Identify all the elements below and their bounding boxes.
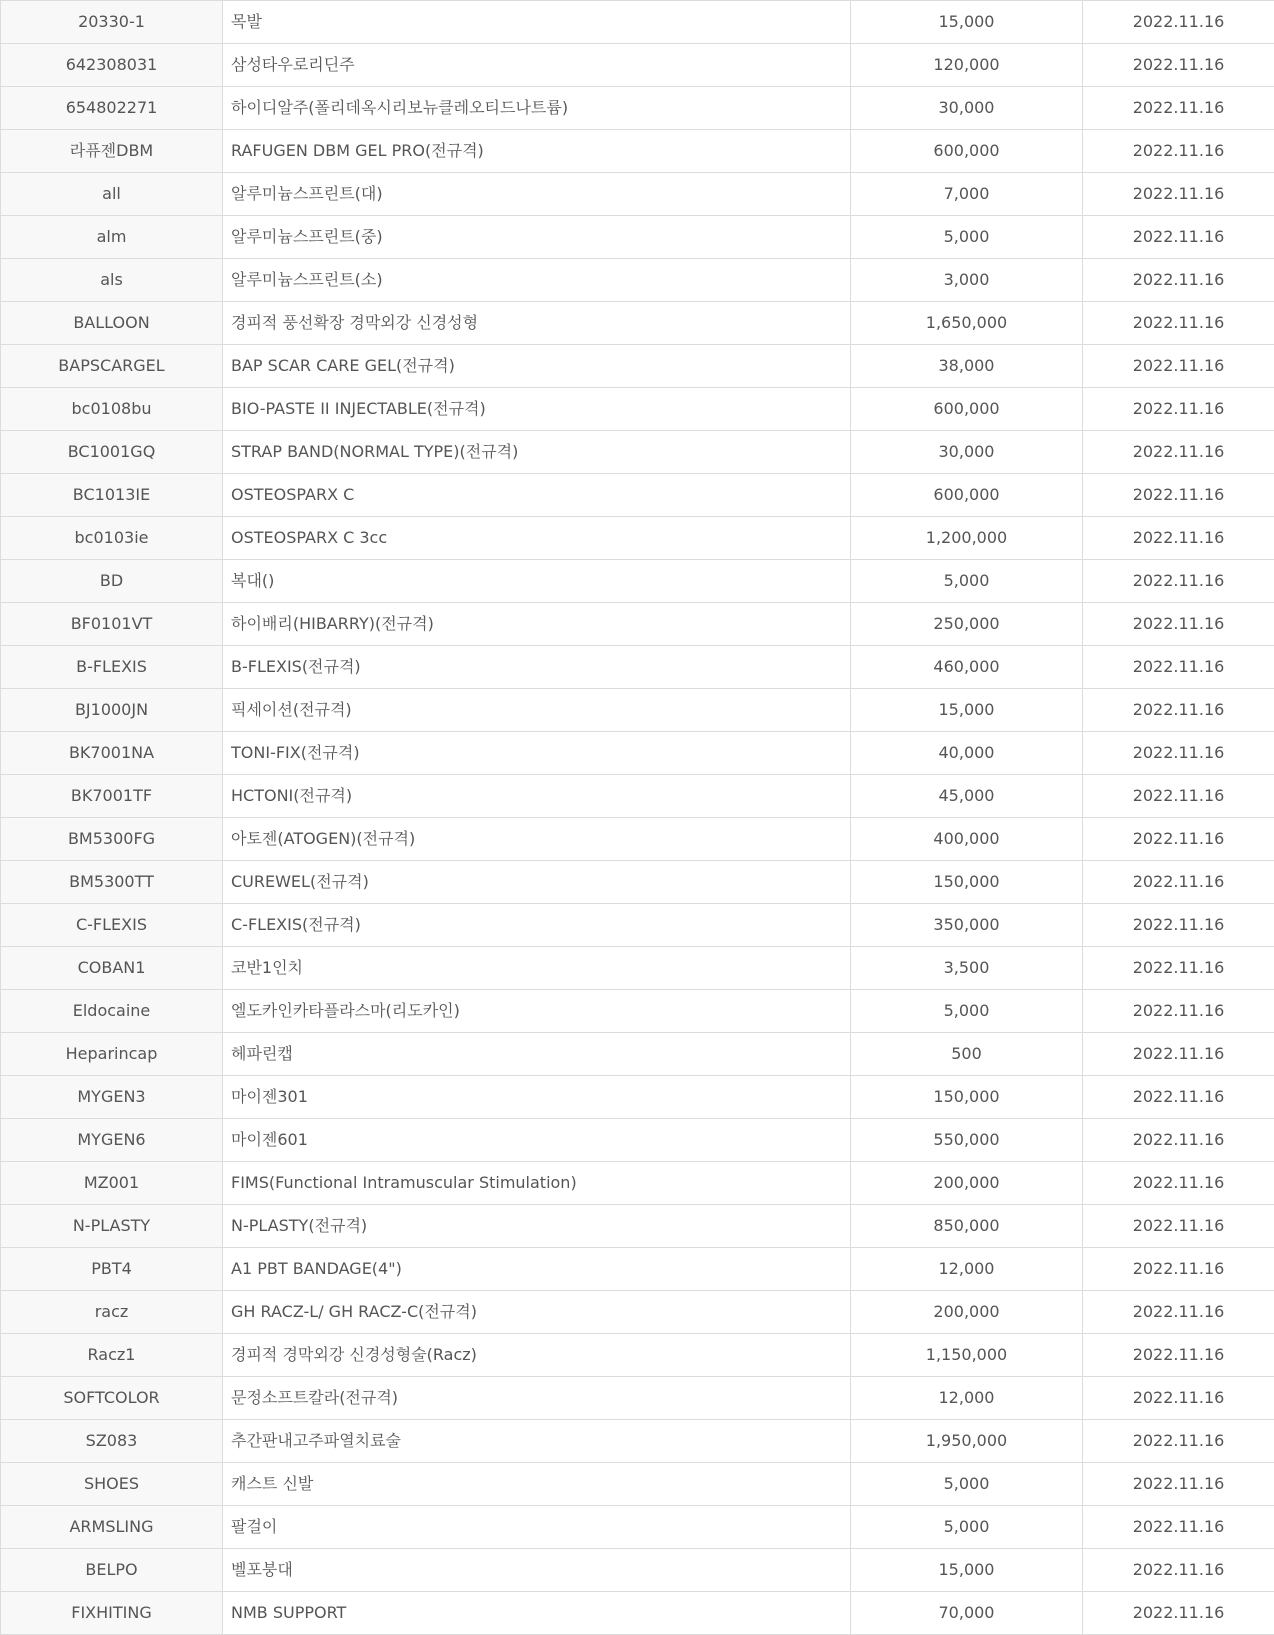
item-code-cell: B-FLEXIS: [1, 646, 223, 689]
table-row: [1, 1291, 1274, 1334]
item-name-cell: 알루미늄스프린트(소): [223, 259, 851, 302]
item-price-cell: 200,000: [851, 1162, 1083, 1205]
table-row: [1, 1463, 1274, 1506]
item-date-cell: 2022.11.16: [1083, 1248, 1274, 1291]
item-code-cell: BF0101VT: [1, 603, 223, 646]
item-code-cell: ARMSLING: [1, 1506, 223, 1549]
item-date-cell: 2022.11.16: [1083, 1463, 1274, 1506]
item-date-cell: 2022.11.16: [1083, 1162, 1274, 1205]
table-row: [1, 1506, 1274, 1549]
table-row: [1, 173, 1274, 216]
item-name-cell: 복대(): [223, 560, 851, 603]
item-name-cell: 추간판내고주파열치료술: [223, 1420, 851, 1463]
item-name-cell: 경피적 경막외강 신경성형술(Racz): [223, 1334, 851, 1377]
item-code-cell: BD: [1, 560, 223, 603]
item-date-cell: 2022.11.16: [1083, 990, 1274, 1033]
table-row: [1, 474, 1274, 517]
item-name-cell: 문정소프트칼라(전규격): [223, 1377, 851, 1420]
item-name-cell: B-FLEXIS(전규격): [223, 646, 851, 689]
item-date-cell: 2022.11.16: [1083, 302, 1274, 345]
table-row: [1, 560, 1274, 603]
item-price-cell: 600,000: [851, 130, 1083, 173]
table-row: [1, 87, 1274, 130]
item-date-cell: 2022.11.16: [1083, 345, 1274, 388]
item-date-cell: 2022.11.16: [1083, 1076, 1274, 1119]
item-name-cell: 목발: [223, 1, 851, 44]
item-price-cell: 5,000: [851, 990, 1083, 1033]
table-row: [1, 1119, 1274, 1162]
item-name-cell: 삼성타우로리딘주: [223, 44, 851, 87]
item-name-cell: 벨포붕대: [223, 1549, 851, 1592]
item-code-cell: alm: [1, 216, 223, 259]
table-row: [1, 1248, 1274, 1291]
item-code-cell: bc0108bu: [1, 388, 223, 431]
table-row: [1, 1076, 1274, 1119]
item-code-cell: MYGEN6: [1, 1119, 223, 1162]
item-code-cell: 20330-1: [1, 1, 223, 44]
item-price-cell: 3,500: [851, 947, 1083, 990]
item-price-cell: 1,200,000: [851, 517, 1083, 560]
table-row: [1, 1162, 1274, 1205]
table-row: [1, 732, 1274, 775]
table-row: [1, 1377, 1274, 1420]
item-code-cell: MZ001: [1, 1162, 223, 1205]
item-date-cell: 2022.11.16: [1083, 259, 1274, 302]
item-price-cell: 200,000: [851, 1291, 1083, 1334]
item-price-cell: 12,000: [851, 1248, 1083, 1291]
item-name-cell: GH RACZ-L/ GH RACZ-C(전규격): [223, 1291, 851, 1334]
item-name-cell: 하이배리(HIBARRY)(전규격): [223, 603, 851, 646]
item-name-cell: 알루미늄스프린트(중): [223, 216, 851, 259]
item-name-cell: BIO-PASTE II INJECTABLE(전규격): [223, 388, 851, 431]
item-price-cell: 3,000: [851, 259, 1083, 302]
item-date-cell: 2022.11.16: [1083, 44, 1274, 87]
item-code-cell: BC1001GQ: [1, 431, 223, 474]
item-code-cell: SHOES: [1, 1463, 223, 1506]
item-code-cell: BAPSCARGEL: [1, 345, 223, 388]
item-name-cell: STRAP BAND(NORMAL TYPE)(전규격): [223, 431, 851, 474]
table-row: [1, 44, 1274, 87]
item-date-cell: 2022.11.16: [1083, 603, 1274, 646]
table-row: [1, 345, 1274, 388]
item-name-cell: 아토젠(ATOGEN)(전규격): [223, 818, 851, 861]
item-code-cell: N-PLASTY: [1, 1205, 223, 1248]
table-row: [1, 1205, 1274, 1248]
item-code-cell: FIXHITING: [1, 1592, 223, 1635]
item-date-cell: 2022.11.16: [1083, 1420, 1274, 1463]
item-code-cell: SOFTCOLOR: [1, 1377, 223, 1420]
item-date-cell: 2022.11.16: [1083, 1506, 1274, 1549]
item-code-cell: Heparincap: [1, 1033, 223, 1076]
item-price-cell: 600,000: [851, 474, 1083, 517]
item-name-cell: A1 PBT BANDAGE(4"): [223, 1248, 851, 1291]
item-code-cell: BALLOON: [1, 302, 223, 345]
item-date-cell: 2022.11.16: [1083, 1592, 1274, 1635]
item-price-cell: 150,000: [851, 1076, 1083, 1119]
item-date-cell: 2022.11.16: [1083, 904, 1274, 947]
item-name-cell: 팔걸이: [223, 1506, 851, 1549]
table-row: [1, 216, 1274, 259]
table-row: [1, 388, 1274, 431]
item-date-cell: 2022.11.16: [1083, 732, 1274, 775]
item-price-cell: 5,000: [851, 216, 1083, 259]
item-date-cell: 2022.11.16: [1083, 1291, 1274, 1334]
item-price-cell: 45,000: [851, 775, 1083, 818]
item-code-cell: BK7001NA: [1, 732, 223, 775]
item-name-cell: TONI-FIX(전규격): [223, 732, 851, 775]
item-date-cell: 2022.11.16: [1083, 1033, 1274, 1076]
item-price-cell: 1,650,000: [851, 302, 1083, 345]
item-date-cell: 2022.11.16: [1083, 1334, 1274, 1377]
item-name-cell: CUREWEL(전규격): [223, 861, 851, 904]
item-date-cell: 2022.11.16: [1083, 173, 1274, 216]
item-name-cell: C-FLEXIS(전규격): [223, 904, 851, 947]
item-code-cell: racz: [1, 1291, 223, 1334]
item-price-cell: 250,000: [851, 603, 1083, 646]
table-row: [1, 689, 1274, 732]
item-name-cell: BAP SCAR CARE GEL(전규격): [223, 345, 851, 388]
item-date-cell: 2022.11.16: [1083, 1549, 1274, 1592]
table-row: [1, 302, 1274, 345]
item-price-cell: 15,000: [851, 1, 1083, 44]
item-date-cell: 2022.11.16: [1083, 130, 1274, 173]
item-name-cell: 엘도카인카타플라스마(리도카인): [223, 990, 851, 1033]
table-row: [1, 947, 1274, 990]
item-name-cell: OSTEOSPARX C: [223, 474, 851, 517]
item-price-cell: 350,000: [851, 904, 1083, 947]
item-name-cell: FIMS(Functional Intramuscular Stimulation): [223, 1162, 851, 1205]
item-code-cell: BM5300FG: [1, 818, 223, 861]
item-code-cell: COBAN1: [1, 947, 223, 990]
item-code-cell: BK7001TF: [1, 775, 223, 818]
item-price-cell: 600,000: [851, 388, 1083, 431]
item-price-cell: 850,000: [851, 1205, 1083, 1248]
price-table-body: [1, 1, 1274, 1635]
item-price-cell: 70,000: [851, 1592, 1083, 1635]
item-price-cell: 30,000: [851, 87, 1083, 130]
item-name-cell: OSTEOSPARX C 3cc: [223, 517, 851, 560]
table-row: [1, 517, 1274, 560]
item-price-cell: 30,000: [851, 431, 1083, 474]
item-name-cell: 헤파린캡: [223, 1033, 851, 1076]
item-date-cell: 2022.11.16: [1083, 431, 1274, 474]
table-row: [1, 130, 1274, 173]
item-code-cell: 654802271: [1, 87, 223, 130]
item-date-cell: 2022.11.16: [1083, 1205, 1274, 1248]
table-row: [1, 431, 1274, 474]
item-code-cell: Eldocaine: [1, 990, 223, 1033]
item-code-cell: all: [1, 173, 223, 216]
item-name-cell: 픽세이션(전규격): [223, 689, 851, 732]
item-name-cell: N-PLASTY(전규격): [223, 1205, 851, 1248]
item-code-cell: BJ1000JN: [1, 689, 223, 732]
item-date-cell: 2022.11.16: [1083, 216, 1274, 259]
item-date-cell: 2022.11.16: [1083, 646, 1274, 689]
item-date-cell: 2022.11.16: [1083, 775, 1274, 818]
item-price-cell: 38,000: [851, 345, 1083, 388]
item-name-cell: 마이젠301: [223, 1076, 851, 1119]
item-date-cell: 2022.11.16: [1083, 861, 1274, 904]
item-date-cell: 2022.11.16: [1083, 1377, 1274, 1420]
item-code-cell: SZ083: [1, 1420, 223, 1463]
item-code-cell: 라퓨젠DBM: [1, 130, 223, 173]
table-row: [1, 775, 1274, 818]
item-price-cell: 400,000: [851, 818, 1083, 861]
item-price-cell: 500: [851, 1033, 1083, 1076]
table-row: [1, 603, 1274, 646]
item-name-cell: NMB SUPPORT: [223, 1592, 851, 1635]
item-name-cell: 경피적 풍선확장 경막외강 신경성형: [223, 302, 851, 345]
item-price-cell: 7,000: [851, 173, 1083, 216]
item-price-cell: 12,000: [851, 1377, 1083, 1420]
item-date-cell: 2022.11.16: [1083, 474, 1274, 517]
item-price-cell: 120,000: [851, 44, 1083, 87]
item-name-cell: HCTONI(전규격): [223, 775, 851, 818]
item-name-cell: 하이디알주(폴리데옥시리보뉴클레오티드나트륨): [223, 87, 851, 130]
item-name-cell: RAFUGEN DBM GEL PRO(전규격): [223, 130, 851, 173]
item-price-cell: 550,000: [851, 1119, 1083, 1162]
item-code-cell: BM5300TT: [1, 861, 223, 904]
item-price-cell: 5,000: [851, 1463, 1083, 1506]
table-row: [1, 990, 1274, 1033]
table-row: [1, 818, 1274, 861]
item-price-cell: 1,150,000: [851, 1334, 1083, 1377]
table-row: [1, 1, 1274, 44]
table-row: [1, 904, 1274, 947]
table-row: [1, 1549, 1274, 1592]
item-price-cell: 15,000: [851, 689, 1083, 732]
item-price-cell: 40,000: [851, 732, 1083, 775]
item-name-cell: 마이젠601: [223, 1119, 851, 1162]
item-name-cell: 알루미늄스프린트(대): [223, 173, 851, 216]
item-date-cell: 2022.11.16: [1083, 560, 1274, 603]
table-row: [1, 861, 1274, 904]
item-code-cell: C-FLEXIS: [1, 904, 223, 947]
table-row: [1, 1334, 1274, 1377]
item-date-cell: 2022.11.16: [1083, 517, 1274, 560]
item-code-cell: Racz1: [1, 1334, 223, 1377]
table-row: [1, 646, 1274, 689]
item-name-cell: 캐스트 신발: [223, 1463, 851, 1506]
table-row: [1, 1033, 1274, 1076]
item-code-cell: MYGEN3: [1, 1076, 223, 1119]
item-code-cell: als: [1, 259, 223, 302]
item-price-cell: 1,950,000: [851, 1420, 1083, 1463]
item-date-cell: 2022.11.16: [1083, 388, 1274, 431]
table-row: [1, 259, 1274, 302]
item-name-cell: 코반1인치: [223, 947, 851, 990]
item-code-cell: bc0103ie: [1, 517, 223, 560]
item-date-cell: 2022.11.16: [1083, 689, 1274, 732]
item-price-cell: 5,000: [851, 560, 1083, 603]
item-code-cell: PBT4: [1, 1248, 223, 1291]
item-date-cell: 2022.11.16: [1083, 1, 1274, 44]
table-row: [1, 1592, 1274, 1635]
item-date-cell: 2022.11.16: [1083, 1119, 1274, 1162]
item-price-cell: 15,000: [851, 1549, 1083, 1592]
table-row: [1, 1420, 1274, 1463]
item-price-cell: 5,000: [851, 1506, 1083, 1549]
item-code-cell: BELPO: [1, 1549, 223, 1592]
item-price-cell: 460,000: [851, 646, 1083, 689]
item-price-cell: 150,000: [851, 861, 1083, 904]
item-code-cell: 642308031: [1, 44, 223, 87]
item-date-cell: 2022.11.16: [1083, 947, 1274, 990]
item-date-cell: 2022.11.16: [1083, 818, 1274, 861]
item-code-cell: BC1013IE: [1, 474, 223, 517]
item-date-cell: 2022.11.16: [1083, 87, 1274, 130]
